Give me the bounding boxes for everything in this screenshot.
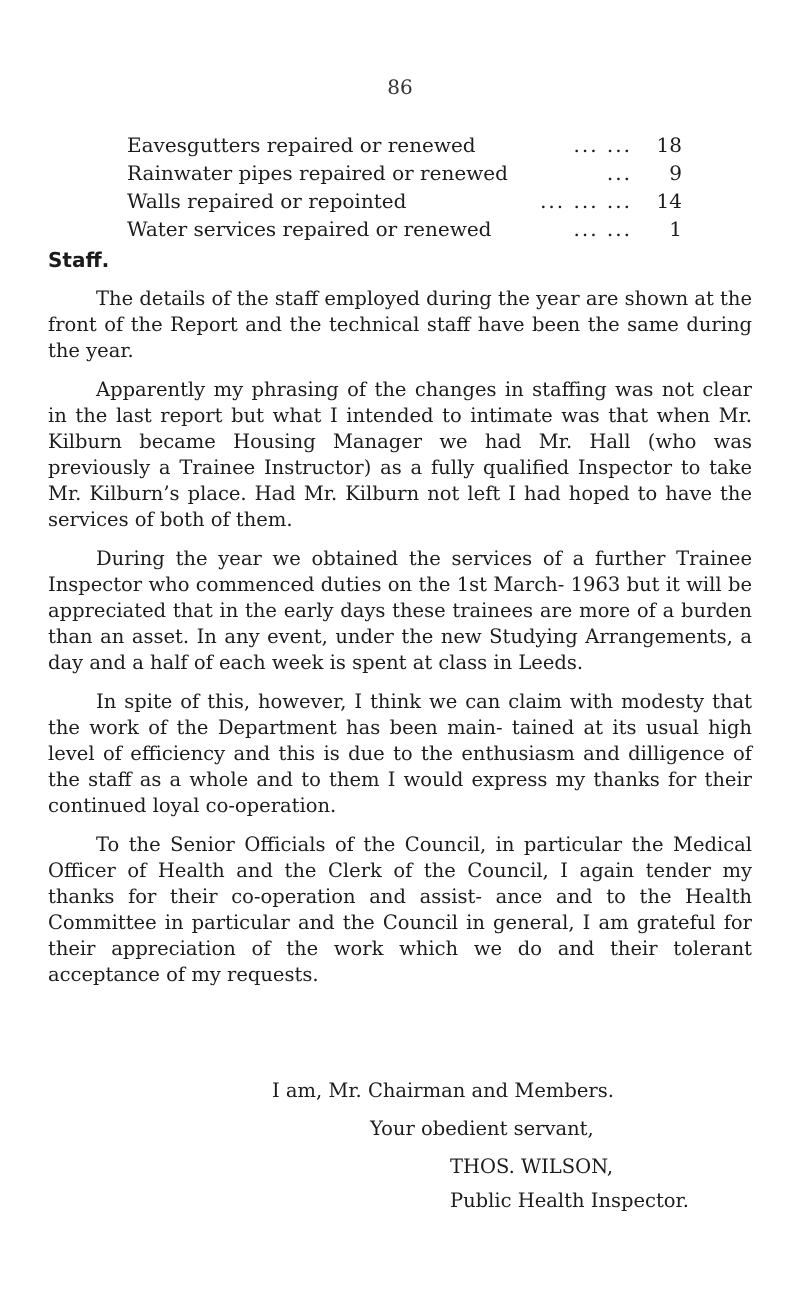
- paragraph-staff-details: The details of the staff employed during the year are shown at the front of the Report and the technical staff have been the same during the year.: [48, 287, 752, 362]
- repair-label: Eavesgutters repaired or renewed: [127, 133, 476, 157]
- repair-label: Rainwater pipes repaired or renewed: [127, 161, 508, 185]
- section-heading: Staff.: [48, 248, 110, 272]
- page-number: 86: [387, 75, 413, 99]
- leader-dots: ...: [606, 161, 632, 185]
- repair-label: Water services repaired or renewed: [127, 217, 492, 241]
- paragraph-trainee-inspector: During the year we obtained the services of a further Trainee Inspector who commenced duties on the 1st March- 1963 but it will be appreciated that in the early days these trainees are more of a burden than an asset. In any event, under the new Studying Arrangements, a day and a half of each week is spent at class in Leeds.: [48, 547, 752, 674]
- signatory-title: Public Health Inspector.: [450, 1189, 689, 1212]
- salutation: I am, Mr. Chairman and Members.: [272, 1079, 614, 1102]
- paragraph-thanks: To the Senior Officials of the Council, in particular the Medical Officer of Health and the Clerk of the Council, I again tender my thanks for their co-operation and assist- ance and to the Health Committee in particular and the Council in general, I am grateful for their appreciation of the work which we do and their tolerant acceptance of my requests.: [48, 833, 752, 986]
- repair-label: Walls repaired or repointed: [127, 189, 407, 213]
- repair-row-eavesgutters: [127, 133, 682, 161]
- repair-count: 18: [656, 133, 682, 157]
- repair-count: 14: [656, 189, 682, 213]
- repairs-list: [127, 133, 682, 245]
- leader-dots: ... ...: [573, 133, 632, 157]
- leader-dots: ... ...: [573, 217, 632, 241]
- body-text: [48, 286, 752, 1001]
- closing: Your obedient servant,: [370, 1117, 594, 1140]
- repair-row-water-services: [127, 217, 682, 245]
- repair-count: 1: [669, 217, 682, 241]
- paragraph-staffing-changes: Apparently my phrasing of the changes in staffing was not clear in the last report but what I intended to intimate was that when Mr. Kilburn became Housing Manager we had Mr. Hall (who was previously a Trainee Instructor) as a fully qualified Inspector to take Mr. Kilburn’s place. Had Mr. Kilburn not left I had hoped to have the services of both of them.: [48, 378, 752, 531]
- leader-dots: ... ... ...: [540, 189, 632, 213]
- signatory-name: THOS. WILSON,: [450, 1155, 614, 1178]
- paragraph-department-efficiency: In spite of this, however, I think we can claim with modesty that the work of the Department has been main- tained at its usual high level of efficiency and this is due to the enthusiasm and dilligence of the staff as a whole and to them I would express my thanks for their continued loyal co-operation.: [48, 690, 752, 817]
- repair-row-walls: [127, 189, 682, 217]
- repair-row-rainwater-pipes: [127, 161, 682, 189]
- repair-count: 9: [669, 161, 682, 185]
